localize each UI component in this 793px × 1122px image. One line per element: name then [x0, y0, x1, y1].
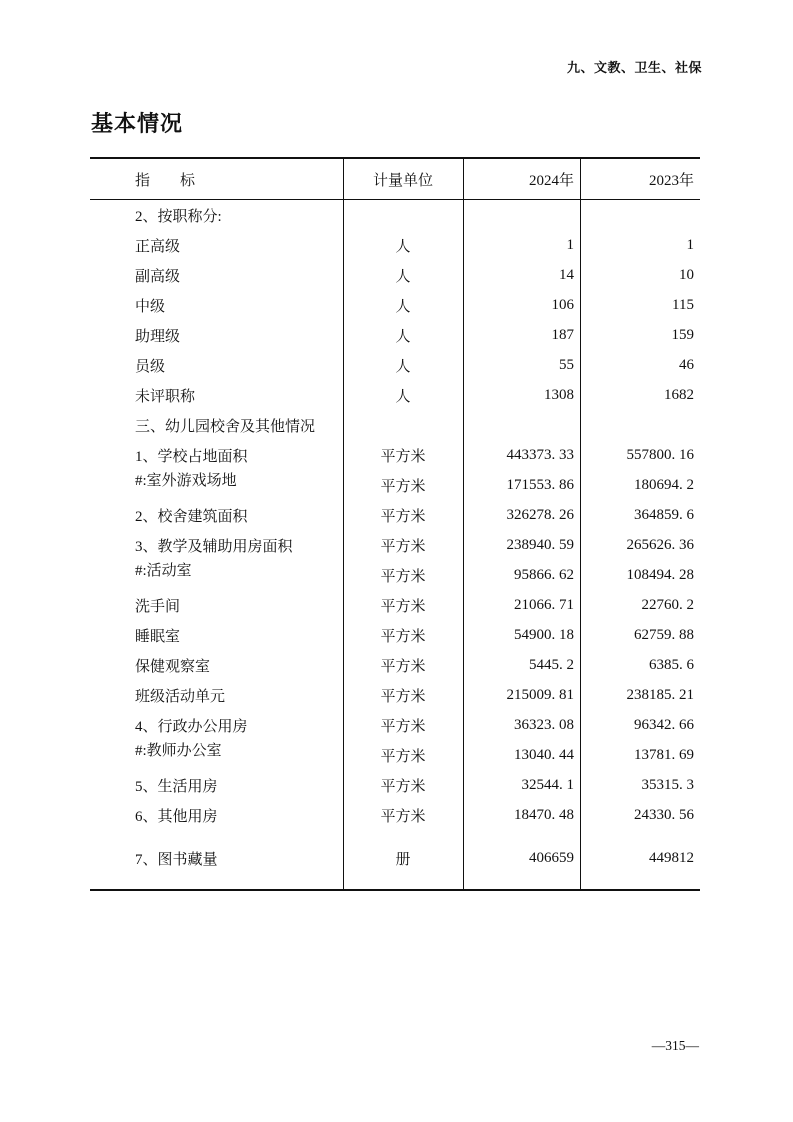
table-row [90, 200, 700, 230]
indicator-cell-text: #:教师办公室 [135, 742, 222, 759]
value-2023-cell-text: 364859. 6 [634, 506, 694, 523]
indicator-cell-text: #:活动室 [135, 562, 192, 579]
indicator-cell-text: 助理级 [135, 328, 181, 345]
unit-cell-text: 平方米 [380, 778, 426, 795]
table-row [90, 320, 700, 350]
value-2024-cell-text: 14 [559, 266, 574, 283]
table-row [90, 530, 700, 560]
indicator-cell [90, 805, 343, 826]
indicator-cell-text: 未评职称 [135, 388, 196, 405]
column-header-2023: 2023年 [648, 172, 694, 189]
value-2023-cell [580, 267, 700, 284]
value-2023-cell [580, 597, 700, 614]
column-header-unit: 计量单位 [372, 172, 433, 189]
indicator-cell-text: 4、行政办公用房 [135, 718, 248, 735]
table-body [90, 200, 700, 873]
value-2023-cell-text: 449812 [649, 849, 694, 866]
value-2023-cell [580, 627, 700, 644]
unit-cell-text: 册 [395, 851, 411, 868]
indicator-cell [90, 355, 343, 376]
unit-cell [343, 595, 463, 616]
value-2024-cell-text: 5445. 2 [529, 656, 574, 673]
value-2023-cell-text: 238185. 21 [626, 686, 694, 703]
value-2024-cell [463, 357, 580, 374]
table-row [90, 800, 700, 830]
table-row [90, 260, 700, 290]
value-2024-cell-text: 55 [559, 356, 574, 373]
indicator-cell [90, 625, 343, 646]
indicator-cell [90, 445, 343, 466]
indicator-cell [90, 715, 343, 736]
value-2024-cell [463, 597, 580, 614]
table-row [90, 440, 700, 470]
indicator-cell [90, 535, 343, 556]
unit-cell-text: 人 [395, 298, 411, 315]
value-2024-cell [463, 747, 580, 764]
indicator-cell-text: 副高级 [135, 268, 181, 285]
indicator-cell-text: 1、学校占地面积 [135, 448, 248, 465]
value-2023-cell-text: 10 [679, 266, 694, 283]
indicator-cell [90, 472, 343, 496]
indicator-cell [90, 595, 343, 616]
unit-cell [343, 385, 463, 406]
indicator-cell-text: 三、幼儿园校舍及其他情况 [135, 418, 316, 435]
value-2024-cell [463, 850, 580, 867]
value-2024-cell [463, 477, 580, 494]
value-2023-cell [580, 357, 700, 374]
unit-cell [343, 475, 463, 496]
value-2024-cell-text: 36323. 08 [514, 716, 574, 733]
indicator-cell-text: 正高级 [135, 238, 181, 255]
value-2023-cell-text: 35315. 3 [641, 776, 694, 793]
table-header-row [90, 159, 700, 200]
indicator-cell-text: 7、图书藏量 [135, 851, 218, 868]
unit-cell-text: 平方米 [380, 508, 426, 525]
unit-cell-text: 平方米 [380, 448, 426, 465]
value-2023-cell [580, 567, 700, 584]
unit-cell-text: 平方米 [380, 808, 426, 825]
value-2024-cell [463, 507, 580, 524]
unit-cell-text: 人 [395, 268, 411, 285]
value-2024-cell-text: 106 [551, 296, 574, 313]
value-2023-cell-text: 108494. 28 [626, 566, 694, 583]
unit-cell-text: 平方米 [380, 748, 426, 765]
unit-cell-text: 平方米 [380, 628, 426, 645]
value-2024-cell-text: 95866. 62 [514, 566, 574, 583]
unit-cell [343, 655, 463, 676]
value-2024-cell-text: 326278. 26 [506, 506, 574, 523]
value-2024-cell [463, 387, 580, 404]
unit-cell [343, 235, 463, 256]
value-2024-cell-text: 238940. 59 [506, 536, 574, 553]
indicator-cell [90, 295, 343, 316]
value-2024-cell-text: 406659 [529, 849, 574, 866]
value-2024-cell-text: 215009. 81 [506, 686, 574, 703]
value-2024-cell [463, 267, 580, 284]
unit-cell [343, 565, 463, 586]
indicator-cell [90, 505, 343, 526]
indicator-cell-text: #:室外游戏场地 [135, 472, 237, 489]
indicator-cell-text: 5、生活用房 [135, 778, 218, 795]
value-2023-cell-text: 46 [679, 356, 694, 373]
unit-cell [343, 445, 463, 466]
value-2023-cell [580, 387, 700, 404]
table-row [90, 350, 700, 380]
statistics-table [90, 157, 700, 891]
value-2024-cell [463, 627, 580, 644]
value-2024-cell [463, 237, 580, 254]
indicator-cell-text: 中级 [135, 298, 166, 315]
unit-cell [343, 355, 463, 376]
value-2023-cell-text: 1682 [664, 386, 694, 403]
column-divider [580, 159, 581, 889]
indicator-cell-text: 员级 [135, 358, 166, 375]
table-row [90, 650, 700, 680]
value-2023-cell-text: 115 [672, 296, 694, 313]
indicator-cell [90, 655, 343, 676]
unit-cell-text: 平方米 [380, 568, 426, 585]
table-row [90, 680, 700, 710]
unit-cell-text: 人 [395, 358, 411, 375]
value-2024-cell [463, 807, 580, 824]
unit-cell [343, 535, 463, 556]
indicator-cell [90, 685, 343, 706]
value-2024-cell-text: 21066. 71 [514, 596, 574, 613]
value-2023-cell-text: 96342. 66 [634, 716, 694, 733]
unit-cell [343, 848, 463, 869]
table-row [90, 770, 700, 800]
unit-cell-text: 平方米 [380, 718, 426, 735]
value-2023-cell [580, 327, 700, 344]
indicator-cell-text: 2、按职称分: [135, 208, 222, 225]
indicator-cell-text: 班级活动单元 [135, 688, 226, 705]
indicator-cell [90, 415, 343, 436]
value-2023-cell-text: 6385. 6 [649, 656, 694, 673]
value-2023-cell-text: 24330. 56 [634, 806, 694, 823]
indicator-cell [90, 205, 343, 226]
page-number: —315— [651, 1038, 699, 1053]
indicator-cell-text: 洗手间 [135, 598, 181, 615]
unit-cell-text: 人 [395, 238, 411, 255]
table-row [90, 230, 700, 260]
value-2024-cell-text: 171553. 86 [506, 476, 574, 493]
value-2024-cell-text: 54900. 18 [514, 626, 574, 643]
value-2023-cell [580, 447, 700, 464]
value-2024-cell-text: 187 [551, 326, 574, 343]
value-2023-cell [580, 297, 700, 314]
unit-cell [343, 715, 463, 736]
section-header: 九、文教、卫生、社保 [566, 60, 702, 75]
value-2023-cell [580, 850, 700, 867]
value-2024-cell [463, 537, 580, 554]
value-2024-cell-text: 1308 [544, 386, 574, 403]
unit-cell [343, 505, 463, 526]
indicator-cell-text: 睡眠室 [135, 628, 181, 645]
value-2023-cell [580, 477, 700, 494]
indicator-cell [90, 325, 343, 346]
value-2023-cell-text: 1 [686, 236, 694, 253]
indicator-cell [90, 235, 343, 256]
value-2024-cell [463, 657, 580, 674]
unit-cell [343, 775, 463, 796]
table-row [90, 560, 700, 590]
table-row [90, 620, 700, 650]
value-2024-cell-text: 18470. 48 [514, 806, 574, 823]
unit-cell [343, 685, 463, 706]
indicator-cell [90, 265, 343, 286]
table-row [90, 500, 700, 530]
indicator-cell [90, 775, 343, 796]
indicator-cell-text: 保健观察室 [135, 658, 211, 675]
column-divider [343, 159, 344, 889]
value-2024-cell-text: 1 [566, 236, 574, 253]
unit-cell [343, 745, 463, 766]
table-row [90, 290, 700, 320]
table-row [90, 710, 700, 740]
unit-cell-text: 平方米 [380, 598, 426, 615]
value-2023-cell-text: 22760. 2 [641, 596, 694, 613]
indicator-cell [90, 848, 343, 869]
value-2023-cell-text: 265626. 36 [626, 536, 694, 553]
indicator-cell [90, 562, 343, 586]
value-2024-cell-text: 13040. 44 [514, 746, 574, 763]
table-row [90, 410, 700, 440]
unit-cell [343, 265, 463, 286]
table-row [90, 470, 700, 500]
value-2023-cell-text: 557800. 16 [626, 446, 694, 463]
value-2024-cell [463, 327, 580, 344]
indicator-cell [90, 385, 343, 406]
table-row [90, 843, 700, 873]
unit-cell-text: 人 [395, 388, 411, 405]
unit-cell-text: 平方米 [380, 538, 426, 555]
table-row [90, 590, 700, 620]
value-2023-cell [580, 237, 700, 254]
value-2023-cell [580, 777, 700, 794]
unit-cell-text: 平方米 [380, 688, 426, 705]
value-2024-cell [463, 297, 580, 314]
value-2024-cell [463, 717, 580, 734]
indicator-cell [90, 742, 343, 766]
table-row [90, 380, 700, 410]
value-2024-cell [463, 777, 580, 794]
value-2023-cell [580, 807, 700, 824]
page-title: 基本情况 [91, 111, 184, 136]
column-header-2024: 2024年 [528, 172, 574, 189]
unit-cell-text: 人 [395, 328, 411, 345]
unit-cell [343, 325, 463, 346]
indicator-cell-text: 6、其他用房 [135, 808, 218, 825]
column-header-indicator: 指 标 [135, 172, 196, 189]
value-2023-cell [580, 747, 700, 764]
value-2023-cell [580, 717, 700, 734]
value-2024-cell [463, 567, 580, 584]
unit-cell-text: 平方米 [380, 478, 426, 495]
value-2023-cell [580, 537, 700, 554]
value-2023-cell [580, 507, 700, 524]
value-2023-cell-text: 13781. 69 [634, 746, 694, 763]
unit-cell-text: 平方米 [380, 658, 426, 675]
indicator-cell-text: 2、校舍建筑面积 [135, 508, 248, 525]
value-2023-cell-text: 180694. 2 [634, 476, 694, 493]
value-2024-cell-text: 443373. 33 [506, 446, 574, 463]
value-2023-cell [580, 657, 700, 674]
value-2024-cell [463, 447, 580, 464]
table-row [90, 740, 700, 770]
value-2024-cell-text: 32544. 1 [521, 776, 574, 793]
column-divider [463, 159, 464, 889]
unit-cell [343, 295, 463, 316]
value-2023-cell-text: 159 [671, 326, 694, 343]
unit-cell [343, 805, 463, 826]
unit-cell [343, 625, 463, 646]
value-2023-cell [580, 687, 700, 704]
value-2024-cell [463, 687, 580, 704]
indicator-cell-text: 3、教学及辅助用房面积 [135, 538, 293, 555]
value-2023-cell-text: 62759. 88 [634, 626, 694, 643]
